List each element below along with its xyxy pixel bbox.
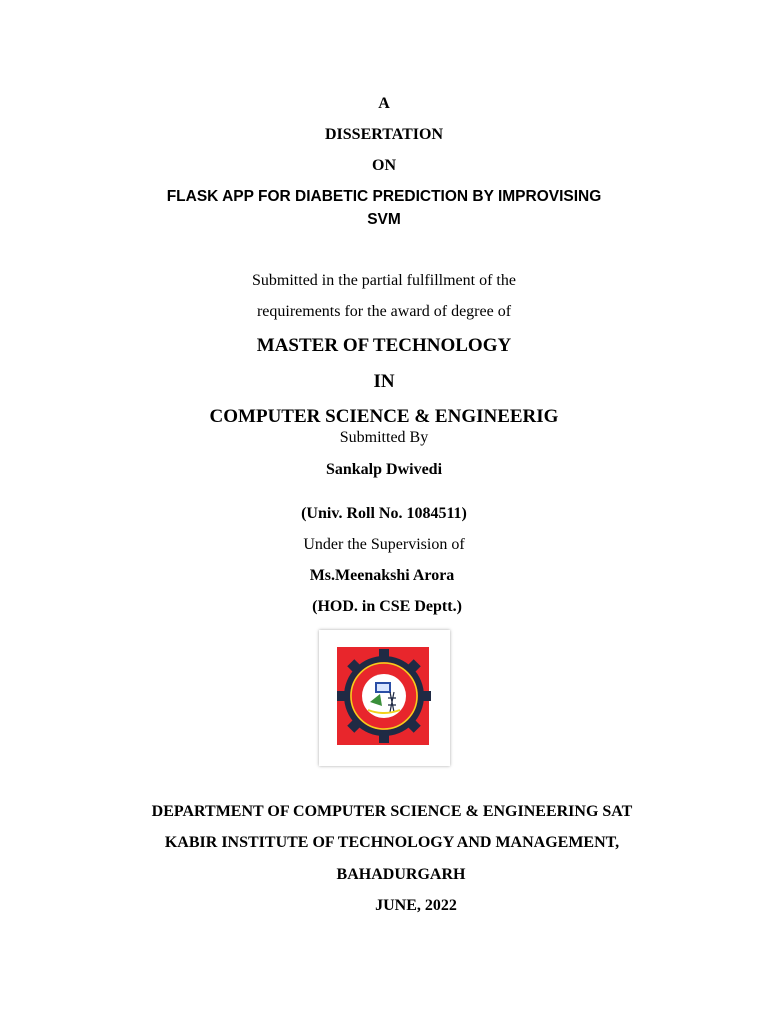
on-heading: ON: [372, 157, 396, 174]
city-line: BAHADURGARH: [336, 866, 466, 883]
student-name: Sankalp Dwivedi: [325, 461, 443, 478]
supervision-label: Under the Supervision of: [303, 536, 465, 553]
submitted-line-1: Submitted in the partial fulfillment of the: [252, 272, 516, 289]
supervisor-name: Ms.Meenakshi Arora: [309, 567, 455, 584]
article-a: A: [378, 95, 390, 112]
department-line-1: DEPARTMENT OF COMPUTER SCIENCE & ENGINEERING SAT: [151, 803, 633, 820]
title-line-2: SVM: [367, 211, 401, 228]
institute-logo: [319, 630, 450, 766]
submitted-line-2: requirements for the award of degree of: [256, 303, 512, 320]
supervisor-role: (HOD. in CSE Deptt.): [312, 598, 462, 615]
dissertation-heading: DISSERTATION: [325, 126, 443, 143]
department-line-2: KABIR INSTITUTE OF TECHNOLOGY AND MANAGEMENT,: [164, 834, 620, 851]
branch-heading: COMPUTER SCIENCE & ENGINEERIG: [209, 406, 559, 427]
degree-heading: MASTER OF TECHNOLOGY: [256, 335, 512, 356]
submitted-by-label: Submitted By: [339, 429, 429, 446]
title-line-1: FLASK APP FOR DIABETIC PREDICTION BY IMPROVISING: [166, 188, 602, 205]
institute-logo-icon: [319, 630, 450, 766]
roll-number: (Univ. Roll No. 1084511): [301, 505, 467, 522]
submission-date: JUNE, 2022: [375, 897, 457, 914]
in-heading: IN: [373, 371, 395, 392]
